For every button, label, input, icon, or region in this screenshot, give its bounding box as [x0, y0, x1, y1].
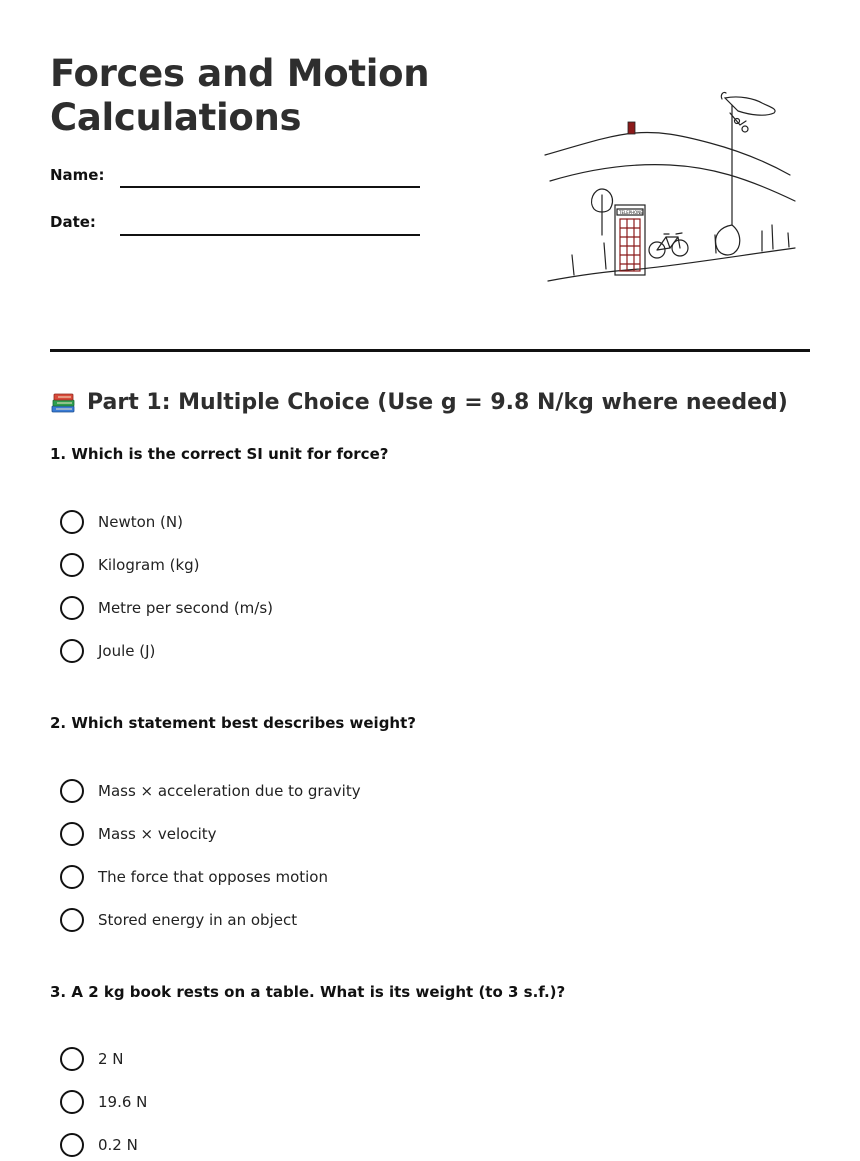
option-label: 0.2 N	[98, 1136, 138, 1154]
q1-option-d[interactable]	[60, 638, 155, 664]
radio-button[interactable]	[60, 639, 84, 663]
q1-option-a[interactable]	[60, 509, 183, 535]
option-label: Joule (J)	[98, 642, 156, 660]
section-divider	[50, 349, 810, 352]
q3-option-b[interactable]	[60, 1089, 147, 1115]
page-title	[50, 52, 470, 140]
question-1: 1. Which is the correct SI unit for force?	[50, 445, 389, 463]
q2-option-d[interactable]	[60, 907, 297, 933]
date-field[interactable]	[120, 234, 420, 236]
hillside-sketch-icon	[540, 85, 800, 290]
question-2: 2. Which statement best describes weight?	[50, 714, 416, 732]
radio-button[interactable]	[60, 822, 84, 846]
q1-option-c[interactable]	[60, 595, 273, 621]
radio-button[interactable]	[60, 1133, 84, 1157]
option-label: 19.6 N	[98, 1093, 148, 1111]
title-line-2: Calculations	[50, 96, 302, 139]
name-field[interactable]	[120, 186, 420, 188]
section-heading-text: Part 1: Multiple Choice (Use g = 9.8 N/kg where needed)	[87, 390, 788, 415]
section-heading	[50, 389, 788, 416]
q2-option-b[interactable]	[60, 821, 217, 847]
option-label: Mass × velocity	[98, 825, 217, 843]
option-label: The force that opposes motion	[98, 868, 328, 886]
option-label: Stored energy in an object	[98, 911, 298, 929]
q2-option-c[interactable]	[60, 864, 328, 890]
radio-button[interactable]	[60, 908, 84, 932]
option-label: Kilogram (kg)	[98, 556, 200, 574]
option-label: Newton (N)	[98, 513, 183, 531]
question-3: 3. A 2 kg book rests on a table. What is its weight (to 3 s.f.)?	[50, 983, 566, 1001]
radio-button[interactable]	[60, 1047, 84, 1071]
title-line-1: Forces and Motion	[50, 52, 430, 95]
option-label: 2 N	[98, 1050, 124, 1068]
radio-button[interactable]	[60, 510, 84, 534]
radio-button[interactable]	[60, 1090, 84, 1114]
q2-option-a[interactable]	[60, 778, 361, 804]
date-label: Date:	[50, 213, 96, 231]
radio-button[interactable]	[60, 596, 84, 620]
radio-button[interactable]	[60, 865, 84, 889]
radio-button[interactable]	[60, 779, 84, 803]
name-label: Name:	[50, 166, 105, 184]
q1-option-b[interactable]	[60, 552, 200, 578]
radio-button[interactable]	[60, 553, 84, 577]
books-icon	[50, 389, 77, 416]
q3-option-c[interactable]	[60, 1132, 138, 1158]
option-label: Mass × acceleration due to gravity	[98, 782, 361, 800]
q3-option-a[interactable]	[60, 1046, 124, 1072]
phone-box-sign: TELEPHONE	[619, 210, 643, 215]
option-label: Metre per second (m/s)	[98, 599, 274, 617]
